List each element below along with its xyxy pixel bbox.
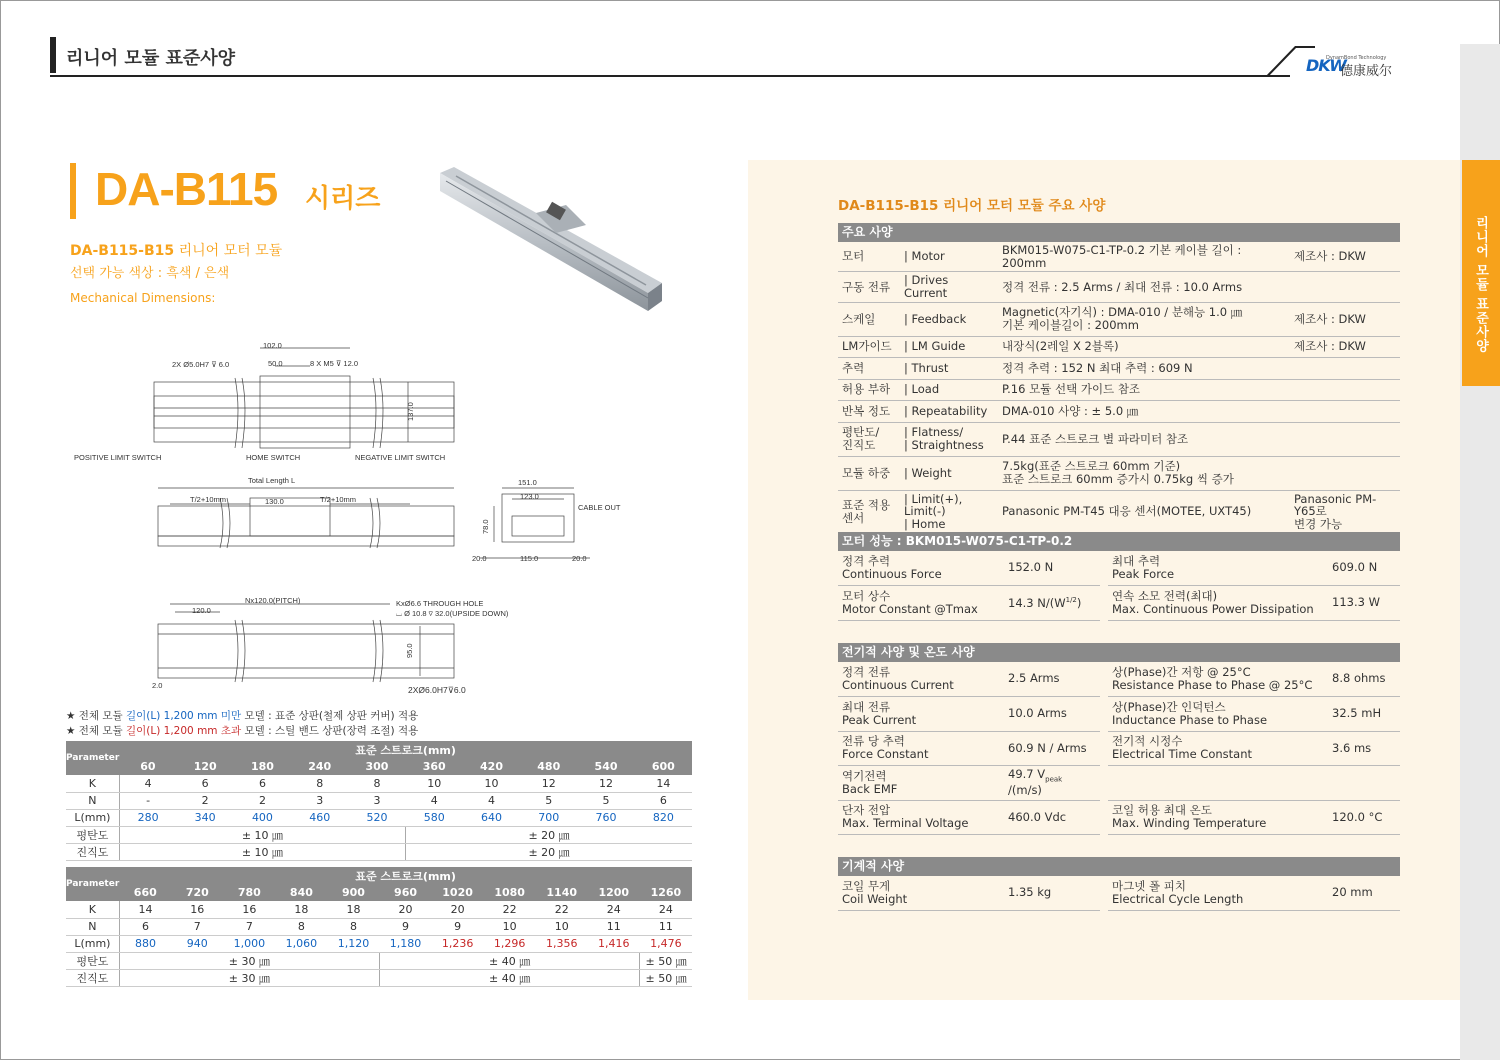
n-value: 4: [463, 792, 520, 809]
spec-key: 추력: [838, 358, 900, 380]
perf-key: 전기적 시정수 Electrical Time Constant: [1108, 731, 1328, 766]
perf-value: 1.35 kg: [1004, 876, 1100, 911]
perf-value: 32.5 mH: [1328, 697, 1400, 732]
spec-key-en: | Limit(+), Limit(-) | Home: [900, 490, 998, 533]
stroke-header: 1200: [588, 884, 640, 901]
stroke-header: 300: [348, 758, 405, 775]
header-rule: [50, 75, 1290, 77]
spec-maker: 제조사 : DKW: [1290, 302, 1400, 336]
k-value: 8: [348, 775, 405, 792]
n-value: 3: [291, 792, 348, 809]
perf-gap: [1100, 551, 1108, 586]
n-value: 11: [640, 918, 692, 935]
perf-key: 코일 무게 Coil Weight: [838, 876, 1004, 911]
perf-gap: [1100, 766, 1108, 801]
svg-text:Nx120.0(PITCH): Nx120.0(PITCH): [245, 596, 301, 605]
svg-text:151.0: 151.0: [518, 478, 537, 487]
perf-row: [838, 697, 1400, 732]
k-value: 6: [177, 775, 234, 792]
spec-key-en: | Feedback: [900, 302, 998, 336]
k-value: 20: [432, 901, 484, 918]
spec-key-en: | Weight: [900, 456, 998, 490]
k-value: 18: [327, 901, 379, 918]
color-options: 선택 가능 색상 : 흑색 / 은색: [70, 266, 230, 281]
perf-row: [838, 800, 1400, 835]
stroke-table-1: Parameter 표준 스트로크(mm) 60 120 180 240 300 360 420 480 540 600 K 4 6 6 8 8 10 10 12 12 14 N - 2 2 3 3 4 4 5 5 6 L(mm) 280 340 400 460 520 580 640 700 760 820 평탄도 ± 10 ㎛ ± 20 ㎛ 진직도 ± 10 ㎛ ± 20 ㎛: [66, 741, 692, 861]
perf-key: 연속 소모 전력(최대) Max. Continuous Power Dissipation: [1108, 586, 1328, 621]
side-tab-label: 리니어 모듈 표준사양: [1473, 216, 1488, 354]
spec-key-en: | Thrust: [900, 358, 998, 380]
n-value: 9: [432, 918, 484, 935]
length-value: 400: [234, 809, 291, 826]
n-value: 8: [275, 918, 327, 935]
length-value: 1,236: [432, 935, 484, 952]
perf-value: 152.0 N: [1004, 551, 1100, 586]
perf-value: 609.0 N: [1328, 551, 1400, 586]
stroke-header: 960: [380, 884, 432, 901]
spec-maker: 제조사 : DKW: [1290, 336, 1400, 358]
svg-text:50.0: 50.0: [268, 359, 283, 368]
svg-text:8 X M5 ⊽ 12.0: 8 X M5 ⊽ 12.0: [310, 359, 359, 368]
stroke-header: 420: [463, 758, 520, 775]
spec-key-en: | Repeatability: [900, 401, 998, 423]
spec-key: 반복 정도: [838, 401, 900, 423]
k-value: 24: [640, 901, 692, 918]
spec-maker: 제조사 : DKW: [1290, 242, 1400, 272]
spec-row: [838, 490, 1400, 533]
stroke-header: 120: [177, 758, 234, 775]
k-value: 22: [484, 901, 536, 918]
series-suffix: 시리즈: [305, 184, 381, 214]
main-spec-table: [838, 242, 1400, 533]
spec-maker: [1290, 272, 1400, 302]
k-value: 20: [380, 901, 432, 918]
perf-value: [1328, 766, 1400, 801]
stroke-header: 1080: [484, 884, 536, 901]
stroke-header: 180: [234, 758, 291, 775]
perf-row: [838, 586, 1400, 621]
length-value: 880: [119, 935, 171, 952]
stroke-header: 480: [520, 758, 577, 775]
spec-row: [838, 242, 1400, 272]
perf-value: 113.3 W: [1328, 586, 1400, 621]
perf-key: 마그넷 폴 피치 Electrical Cycle Length: [1108, 876, 1328, 911]
perf-row: [838, 551, 1400, 586]
svg-text:102.0: 102.0: [263, 341, 282, 350]
spec-maker: [1290, 379, 1400, 401]
perf-gap: [1100, 697, 1108, 732]
length-value: 1,296: [484, 935, 536, 952]
svg-text:HOME SWITCH: HOME SWITCH: [246, 453, 301, 462]
spec-value: 정격 추력 : 152 N 최대 추력 : 609 N: [998, 358, 1290, 380]
length-value: 1,060: [275, 935, 327, 952]
perf-gap: [1100, 662, 1108, 697]
k-value: 12: [577, 775, 634, 792]
spec-key-en: | Load: [900, 379, 998, 401]
perf-key: 정격 전류 Continuous Current: [838, 662, 1004, 697]
svg-text:T/2+10mm: T/2+10mm: [190, 495, 227, 504]
length-value: 940: [171, 935, 223, 952]
perf-gap: [1100, 586, 1108, 621]
spec-maker: Panasonic PM-Y65로 변경 가능: [1290, 490, 1400, 533]
spec-value: 내장식(2레일 X 2블록): [998, 336, 1290, 358]
svg-text:NEGATIVE LIMIT SWITCH: NEGATIVE LIMIT SWITCH: [355, 453, 446, 462]
section-mechanical: 기계적 사양: [838, 857, 1400, 876]
k-value: 8: [291, 775, 348, 792]
n-value: 3: [348, 792, 405, 809]
stroke-header: 540: [577, 758, 634, 775]
svg-text:KxØ6.6 THROUGH HOLE: KxØ6.6 THROUGH HOLE: [396, 599, 484, 608]
spec-key: 평탄도/ 진직도: [838, 422, 900, 456]
spec-key-en: | LM Guide: [900, 336, 998, 358]
length-value: 640: [463, 809, 520, 826]
spec-row: [838, 336, 1400, 358]
perf-value: 49.7 $V_{peak}$ /(m/s): [1004, 766, 1100, 801]
n-value: 10: [484, 918, 536, 935]
spec-row: [838, 302, 1400, 336]
length-value: 1,476: [640, 935, 692, 952]
spec-key: 구동 전류: [838, 272, 900, 302]
spec-value: P.44 표준 스트로크 별 파라미터 참조: [998, 422, 1290, 456]
spec-row: [838, 422, 1400, 456]
stroke-header: 60: [119, 758, 176, 775]
n-value: 2: [177, 792, 234, 809]
svg-text:137.0: 137.0: [406, 402, 415, 421]
side-tab[interactable]: [1462, 160, 1500, 386]
length-value: 1,416: [588, 935, 640, 952]
spec-row: [838, 456, 1400, 490]
perf-key: 전류 당 추력 Force Constant: [838, 731, 1004, 766]
svg-text:2X Ø5.0H7 ⊽ 6.0: 2X Ø5.0H7 ⊽ 6.0: [172, 360, 230, 369]
perf-row: [838, 876, 1400, 911]
logo-mark: DKW: [1306, 56, 1346, 75]
n-value: 7: [223, 918, 275, 935]
spec-key-en: | Motor: [900, 242, 998, 272]
n-value: 8: [327, 918, 379, 935]
n-value: 6: [635, 792, 692, 809]
perf-row: [838, 731, 1400, 766]
svg-text:130.0: 130.0: [265, 497, 284, 506]
k-value: 22: [536, 901, 588, 918]
perf-key: 최대 추력 Peak Force: [1108, 551, 1328, 586]
stroke-header: 240: [291, 758, 348, 775]
n-value: 2: [234, 792, 291, 809]
spec-maker: [1290, 401, 1400, 423]
spec-value: P.16 모듈 선택 가이드 참조: [998, 379, 1290, 401]
n-value: 7: [171, 918, 223, 935]
mechanical-drawing: [70, 336, 621, 701]
spec-key: LM가이드: [838, 336, 900, 358]
mechanical-table: [838, 876, 1400, 911]
perf-key: 모터 상수 Motor Constant @Tmax: [838, 586, 1004, 621]
n-value: -: [119, 792, 176, 809]
product-image: [436, 165, 666, 315]
stroke-header: 1020: [432, 884, 484, 901]
spec-value: BKM015-W075-C1-TP-0.2 기본 케이블 길이 : 200mm: [998, 242, 1290, 272]
svg-text:123.0: 123.0: [520, 492, 539, 501]
logo-cn-name: 德康威尔: [1340, 64, 1393, 79]
spec-key: 모듈 하중: [838, 456, 900, 490]
section-motor-perf: 모터 성능 : BKM015-W075-C1-TP-0.2: [838, 532, 1400, 551]
spec-maker: [1290, 358, 1400, 380]
stroke-header: 600: [635, 758, 692, 775]
spec-value: Magnetic(자기식) : DMA-010 / 분해능 1.0 ㎛ 기본 케이블길이 : 200mm: [998, 302, 1290, 336]
length-value: 460: [291, 809, 348, 826]
n-value: 9: [380, 918, 432, 935]
spec-maker: [1290, 422, 1400, 456]
perf-key: 정격 추력 Continuous Force: [838, 551, 1004, 586]
k-value: 14: [635, 775, 692, 792]
svg-text:CABLE OUT: CABLE OUT: [578, 503, 621, 512]
stroke-header: 1260: [640, 884, 692, 901]
perf-key: 상(Phase)간 저항 @ 25°C Resistance Phase to Phase @ 25°C: [1108, 662, 1328, 697]
perf-key: 최대 전류 Peak Current: [838, 697, 1004, 732]
k-value: 18: [275, 901, 327, 918]
perf-key: 코일 허용 최대 온도 Max. Winding Temperature: [1108, 800, 1328, 835]
svg-text:T/2+10mm: T/2+10mm: [320, 495, 357, 504]
spec-row: [838, 379, 1400, 401]
perf-key: 역기전력 Back EMF: [838, 766, 1004, 801]
length-value: 1,356: [536, 935, 588, 952]
spec-row: [838, 358, 1400, 380]
spec-row: [838, 272, 1400, 302]
svg-text:20.0: 20.0: [572, 554, 587, 563]
length-value: 1,120: [327, 935, 379, 952]
perf-gap: [1100, 876, 1108, 911]
spec-key-en: | Flatness/ | Straightness: [900, 422, 998, 456]
stroke-header: 720: [171, 884, 223, 901]
length-value: 760: [577, 809, 634, 826]
note-standard-top: ★ 전체 모듈 길이(L) 1,200 mm 미만 모델 : 표준 상판(철제 상판 커버) 적용: [66, 710, 419, 722]
spec-value: Panasonic PM-T45 대응 센서(MOTEE, UXT45): [998, 490, 1290, 533]
spec-row: [838, 401, 1400, 423]
perf-gap: [1100, 731, 1108, 766]
perf-value: 14.3 $N/(W^{1/2})$: [1004, 586, 1100, 621]
spec-value: DMA-010 사양 : ± 5.0 ㎛: [998, 401, 1290, 423]
stroke-table-2: Parameter 표준 스트로크(mm) 660 720 780 840 900 960 1020 1080 1140 1200 1260 K 14 16 16 18 18 20 20 22 22 24 24 N 6 7 7 8 8 9 9 10 10 11 11 L(mm) 880 940 1,000 1,060 1,120 1,180 1,236 1,296 1,356 1,416 1,476 평탄도 ± 30 ㎛ ± 40 ㎛ ± 50 ㎛ 진직도 ± 30 ㎛ ± 40 ㎛ ± 50 ㎛: [66, 867, 692, 987]
length-value: 1,000: [223, 935, 275, 952]
perf-key: 단자 전압 Max. Terminal Voltage: [838, 800, 1004, 835]
spec-key: 허용 부하: [838, 379, 900, 401]
spec-value: 정격 전류 : 2.5 Arms / 최대 전류 : 10.0 Arms: [998, 272, 1290, 302]
perf-value: 120.0 °C: [1328, 800, 1400, 835]
perf-value: 10.0 Arms: [1004, 697, 1100, 732]
k-value: 24: [588, 901, 640, 918]
svg-text:120.0: 120.0: [192, 606, 211, 615]
svg-text:95.0: 95.0: [405, 643, 414, 658]
k-value: 4: [119, 775, 176, 792]
n-value: 4: [406, 792, 463, 809]
length-value: 280: [119, 809, 176, 826]
page-title: 리니어 모듈 표준사양: [66, 48, 236, 69]
k-value: 6: [234, 775, 291, 792]
k-value: 14: [119, 901, 171, 918]
perf-value: 20 mm: [1328, 876, 1400, 911]
n-value: 11: [588, 918, 640, 935]
spec-value: 7.5kg(표준 스트로크 60mm 기준) 표준 스트로크 60mm 증가시 0.75kg 씩 증가: [998, 456, 1290, 490]
section-electrical: 전기적 사양 및 온도 사양: [838, 643, 1400, 662]
stroke-header: 660: [119, 884, 171, 901]
section-main-specs: 주요 사양: [838, 223, 1400, 242]
length-value: 580: [406, 809, 463, 826]
note-steel-band: ★ 전체 모듈 길이(L) 1,200 mm 초과 모델 : 스틸 밴드 상판(장력 조절) 적용: [66, 725, 419, 737]
n-value: 5: [520, 792, 577, 809]
perf-gap: [1100, 800, 1108, 835]
k-value: 10: [463, 775, 520, 792]
perf-key: [1108, 766, 1328, 801]
series-accent: [70, 163, 76, 219]
spec-maker: [1290, 456, 1400, 490]
k-value: 16: [223, 901, 275, 918]
perf-value: 3.6 ms: [1328, 731, 1400, 766]
svg-text:2.0: 2.0: [152, 681, 163, 690]
motor-perf-table: [838, 551, 1400, 621]
length-value: 700: [520, 809, 577, 826]
stroke-header: 1140: [536, 884, 588, 901]
n-value: 6: [119, 918, 171, 935]
stroke-header: 360: [406, 758, 463, 775]
svg-text:Total Length L: Total Length L: [248, 476, 296, 485]
perf-value: 2.5 Arms: [1004, 662, 1100, 697]
spec-key-en: | Drives Current: [900, 272, 998, 302]
length-value: 340: [177, 809, 234, 826]
model-line: DA-B115-B15 리니어 모터 모듈: [70, 243, 283, 259]
k-value: 12: [520, 775, 577, 792]
length-value: 1,180: [380, 935, 432, 952]
perf-value: 8.8 ohms: [1328, 662, 1400, 697]
spec-key: 표준 적용 센서: [838, 490, 900, 533]
svg-text:20.0: 20.0: [472, 554, 487, 563]
electrical-table: [838, 662, 1400, 835]
mech-dim-label: Mechanical Dimensions:: [70, 291, 216, 305]
svg-text:115.0: 115.0: [520, 554, 539, 563]
header-accent: [50, 37, 56, 73]
length-value: 520: [348, 809, 405, 826]
perf-key: 상(Phase)간 인덕턴스 Inductance Phase to Phase: [1108, 697, 1328, 732]
n-value: 5: [577, 792, 634, 809]
stroke-header: 900: [327, 884, 379, 901]
spec-key: 스케일: [838, 302, 900, 336]
k-value: 16: [171, 901, 223, 918]
perf-value: 60.9 N / Arms: [1004, 731, 1100, 766]
svg-text:⌴ Ø 10.8 ⊽ 32.0(UPSIDE DOWN): ⌴ Ø 10.8 ⊽ 32.0(UPSIDE DOWN): [396, 609, 509, 618]
spec-key: 모터: [838, 242, 900, 272]
svg-text:78.0: 78.0: [481, 519, 490, 534]
stroke-header: 780: [223, 884, 275, 901]
perf-row: [838, 662, 1400, 697]
perf-row: [838, 766, 1400, 801]
svg-text:POSITIVE LIMIT SWITCH: POSITIVE LIMIT SWITCH: [74, 453, 162, 462]
brand-logo: DynamBond Technology DKW 德康威尔: [1306, 55, 1393, 79]
length-value: 820: [635, 809, 692, 826]
n-value: 10: [536, 918, 588, 935]
series-code: DA-B115: [95, 163, 278, 215]
stroke-header: 840: [275, 884, 327, 901]
perf-value: 460.0 Vdc: [1004, 800, 1100, 835]
spec-title: DA-B115-B15 리니어 모터 모듈 주요 사양: [838, 198, 1106, 214]
k-value: 10: [406, 775, 463, 792]
svg-text:2XØ6.0H7⊽6.0: 2XØ6.0H7⊽6.0: [408, 685, 466, 695]
